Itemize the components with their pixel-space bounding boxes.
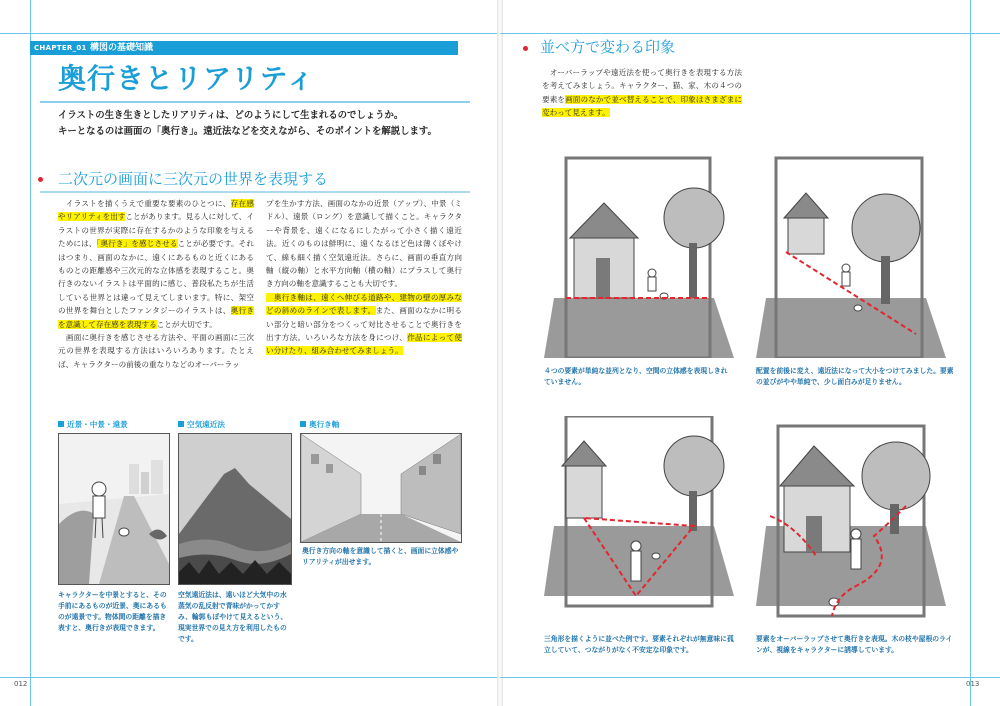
panel-illustration-overlap [756,416,956,628]
figure-caption: 空気遠近法は、遠いほど大気中の水蒸気の乱反射で青味がかってかすみ、輪郭もぼやけて見えるという、現実世界での見え方を利用したものです。 [178,591,288,643]
section-bullet [38,177,43,182]
figure-depth-axis [300,433,462,543]
intro-text [542,66,742,120]
guide-line [970,0,971,706]
footer-rule [0,677,500,678]
body-column-1 [58,197,254,371]
body-text: 画面に奥行きを感じさせる方法や、平面の画面に三次元の世界を表現する方法はいろいろあります。たとえば、キャラクターの前後の重なりなどのオーバーラッ [58,333,254,369]
composition-panel [756,416,956,628]
square-bullet-icon [58,421,64,427]
highlight-text: 奥行き軸は、遠くへ伸びる道路や、建物の壁の厚みなどの斜めのラインで表します。 [266,292,462,316]
page-number: 012 [14,680,28,688]
composition-panel [544,416,734,628]
chapter-name: 構図の基礎知識 [90,43,154,53]
lead-line: キーとなるのは画面の「奥行き」。遠近法などを交えながら、そのポイントを解説します。 [58,126,437,137]
panel-caption: 三角形を描くように並べた例です。要素それぞれが無意味に孤立していて、つながりがなく不安定な印象です。 [544,635,734,654]
composition-panel [544,148,734,358]
road-scene-illustration [59,434,169,584]
body-text: オーバーラップや遠近法を使って奥行きを表現する方法を考えてみましょう。キャラクター、猫、家、木の４つの要素を [542,68,742,104]
section-title: 二次元の画面に三次元の世界を表現する [58,170,329,188]
title-underline [40,100,470,104]
panel-caption: 要素をオーバーラップさせて奥行きを表現。木の枝や屋根のラインが、視線をキャラクターに誘導しています。 [756,635,953,654]
section-title: 並べ方で変わる印象 [540,38,676,56]
body-text: ことが大切です。 [156,319,217,329]
panel-caption: 配置を前後に変え、遠近法になって大小をつけてみました。要素の並びがやや単純で、少し面白みが足りません。 [756,367,954,386]
street-illustration [301,434,461,542]
figure-label: 近景・中景・遠景 [58,420,128,430]
guide-line [30,0,31,706]
section-bullet [523,46,528,51]
highlight-text: 存在感やリアリティを出す [58,199,254,222]
highlight-text: 「奥行き」を感じさせる [96,239,178,249]
chapter-tag: CHAPTER_01 [34,44,87,52]
figure-aerial-perspective [178,433,292,585]
panel-illustration-perspective [756,148,956,358]
highlight-text: 画面のなかで並べ替えることで、印象はさまざまに変わって見えます。 [542,94,742,118]
right-page [500,0,1000,706]
body-column-2 [266,197,462,358]
figure-near-mid-far [58,433,170,585]
footer-rule [500,677,1000,678]
guide-line [0,33,500,34]
panel-caption: ４つの要素が単純な並列となり、空間の立体感を表現しきれていません。 [544,367,728,386]
page-number: 013 [966,680,980,688]
body-text: ことがあります。見る人に対して、イラストの世界が実際に存在するかのような印象を与えるためには、 [58,212,254,249]
lead-text [58,108,478,140]
mountain-illustration [179,434,291,584]
composition-panel [756,148,956,358]
body-text: また、画面のなかに明るい部分と暗い部分をつくって対比させることで奥行きを出す方法。いろいろな方法を身につけ、 [266,306,463,343]
highlight-text: 作品によって使い分けたり、組み合わせてみましょう。 [266,333,462,356]
panel-illustration-triangle [544,416,734,628]
page-title: 奥行きとリアリティ [58,62,316,95]
lead-line: イラストの生き生きとしたリアリティは、どのようにして生まれるのでしょうか。 [58,110,404,121]
square-bullet-icon [300,421,306,427]
figure-caption: 奥行き方向の軸を意識して描くと、画面に立体感やリアリティが出せます。 [302,547,459,566]
highlight-text: 奥行きを意識して存在感を表現する [58,306,254,329]
section-rule [40,190,470,194]
figure-label: 奥行き軸 [300,420,339,430]
body-text: ことが必要です。それはつまり、画面のなかに、遠くにあるものと近くにあるものとの距離感や三次元的な立体感を表現すること。奥行きのないイラストは平面的に感じ、普段私たちが生活している世界とは違って見えてしまいます。特に、架空の世界を舞台としたファンタジーのイラストは、 [58,239,254,316]
figure-label: 空気遠近法 [178,420,225,430]
guide-line [500,33,1000,34]
square-bullet-icon [178,421,184,427]
body-text: イラストを描くうえで重要な要素のひとつに、 [58,199,231,208]
body-text: プを生かす方法、画面のなかの近景（アップ）、中景（ミドル）、遠景（ロング）を意識して描くこと。キャラクターや背景を、遠くになるにしたがって小さく描く遠近法。近くのものは鮮明に、遠くなるほど色は薄くぼやけて、線も細く描く空気遠近法。さらに、画面の垂直方向軸（縦の軸）と水平方向軸（横の軸）にプラスして奥行き方向の軸を意識することも大切です。 [266,199,462,289]
panel-illustration-parallel [544,148,734,358]
figure-caption: キャラクターを中景とすると、その手前にあるものが近景、奥にあるものが遠景です。物体間の距離を描き表すと、奥行きが表現できます。 [58,591,167,632]
